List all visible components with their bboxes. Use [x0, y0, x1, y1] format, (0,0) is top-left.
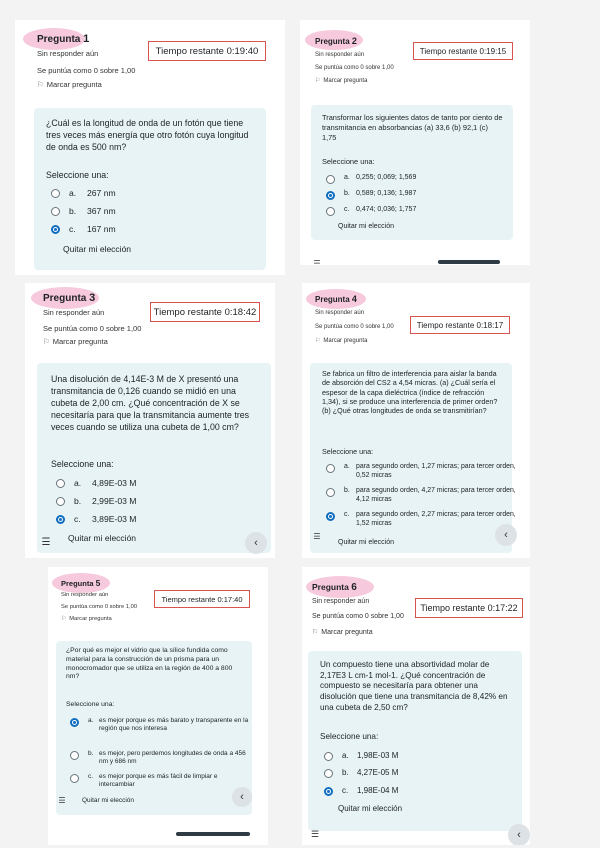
flag-icon: ⚐: [37, 80, 44, 89]
back-button[interactable]: [232, 787, 252, 807]
back-button[interactable]: [495, 524, 517, 546]
timer-badge: Tiempo restante 0:18:17: [410, 316, 510, 334]
flag-question-link[interactable]: ⚐ Marcar pregunta: [315, 78, 368, 84]
question-status: Sin responder aún: [315, 310, 365, 316]
question-status: Sin responder aún: [312, 598, 370, 605]
radio-button[interactable]: [51, 189, 60, 198]
timer-badge: Tiempo restante 0:18:42: [150, 302, 260, 322]
flag-icon: ⚐: [43, 337, 50, 346]
select-one-label: Seleccione una:: [320, 732, 379, 741]
question-score: Se puntúa como 0 sobre 1,00: [61, 604, 138, 610]
timer-badge: Tiempo restante 0:19:15: [413, 42, 513, 60]
question-text: Un compuesto tiene una absortividad molar de 2,17E3 L cm-1 mol-1. ¿Qué concentración de compuesto se necesitaría para obtener una disolución que tiene una transmitancia de 8,42% en una cubeta de 2,50 cm?: [320, 660, 508, 712]
question-score: Se puntúa como 0 sobre 1,00: [315, 324, 394, 330]
timer-badge: Tiempo restante 0:19:40: [148, 41, 266, 61]
flag-icon: ⚐: [315, 338, 321, 344]
radio-button-selected[interactable]: [324, 787, 333, 796]
option-a[interactable]: a. para segundo orden, 1,27 micras; para tercer orden, 0,52 micras: [326, 463, 516, 480]
option-b[interactable]: b. 367 nm: [51, 206, 116, 216]
select-one-label: Seleccione una:: [46, 170, 109, 180]
flag-question-link[interactable]: ⚐ Marcar pregunta: [37, 80, 102, 89]
menu-icon[interactable]: ☰: [58, 795, 66, 805]
chevron-left-icon: ‹: [517, 829, 521, 841]
radio-button[interactable]: [326, 488, 335, 497]
flag-question-link[interactable]: ⚐ Marcar pregunta: [312, 629, 373, 636]
option-b[interactable]: b. 2,99E-03 M: [56, 496, 136, 506]
select-one-label: Seleccione una:: [51, 459, 114, 469]
back-button[interactable]: [245, 532, 267, 554]
radio-button[interactable]: [324, 752, 333, 761]
question-text: Una disolución de 4,14E-3 M de X presentó una transmitancia de 0,126 cuando se midió en una cubeta de 2,00 cm. ¿Qué concentración de X se necesitaría para que la transmitancia aumente tres veces cuando se utiliza una cubeta de 1,00 cm?: [51, 374, 250, 432]
question-panel-4: [302, 283, 530, 558]
scroll-bar: [438, 260, 500, 264]
flag-icon: ⚐: [61, 616, 67, 622]
question-score: Se puntúa como 0 sobre 1,00: [315, 65, 394, 71]
radio-button-selected[interactable]: [70, 718, 79, 727]
question-panel-6: [302, 567, 530, 845]
option-c[interactable]: c. para segundo orden, 2,27 micras; para tercer orden, 1,52 micras: [326, 511, 516, 528]
flag-question-link[interactable]: ⚐ Marcar pregunta: [43, 337, 108, 346]
question-status: Sin responder aún: [37, 49, 99, 58]
question-status: Sin responder aún: [315, 52, 365, 58]
back-button[interactable]: [508, 824, 530, 845]
select-one-label: Seleccione una:: [66, 701, 115, 708]
question-panel-5: [48, 567, 268, 845]
radio-button[interactable]: [326, 464, 335, 473]
question-text: Transformar los siguientes datos de tanto por ciento de transmitancia en absorbancias (a) 33,6 (b) 92,1 (c) 1,75: [322, 113, 503, 142]
flag-question-link[interactable]: ⚐ Marcar pregunta: [315, 338, 368, 344]
option-b[interactable]: b. 4,27E-05 M: [324, 768, 398, 778]
option-c[interactable]: c. 167 nm: [51, 224, 116, 234]
chevron-left-icon: ‹: [240, 791, 244, 803]
option-a[interactable]: a. es mejor porque es más barato y transparente en la región que nos interesa: [70, 717, 249, 733]
radio-button[interactable]: [70, 774, 79, 783]
question-score: Se puntúa como 0 sobre 1,00: [312, 613, 404, 620]
question-text: Se fabrica un filtro de interferencia para aislar la banda de absorción del CS2 a 4,54 micras. (a) ¿Cuál sería el espesor de la capa dieléctrica (índice de refracción 1,34), si se produce una interferencia de primer orden? (b) ¿Qué otras longitudes de onda se transmitirían?: [322, 369, 498, 416]
radio-button-selected[interactable]: [51, 225, 60, 234]
option-b[interactable]: b. para segundo orden, 4,27 micras; para tercer orden, 4,12 micras: [326, 487, 516, 504]
option-a[interactable]: a. 4,89E-03 M: [56, 478, 136, 488]
option-a[interactable]: a. 1,98E-03 M: [324, 751, 398, 761]
question-title: Pregunta 4: [315, 294, 357, 304]
question-title: Pregunta 2: [315, 36, 357, 46]
menu-icon[interactable]: ☰: [41, 536, 51, 548]
option-c[interactable]: c. 1,98E-04 M: [324, 786, 398, 796]
question-title: Pregunta 6: [312, 582, 357, 593]
select-one-label: Seleccione una:: [322, 157, 375, 166]
flag-question-link[interactable]: ⚐ Marcar pregunta: [61, 616, 112, 622]
question-panel-2: [300, 20, 530, 265]
question-status: Sin responder aún: [61, 592, 109, 598]
radio-button[interactable]: [56, 479, 65, 488]
option-c[interactable]: c. 0,474; 0,036; 1,757: [326, 206, 416, 216]
flag-icon: ⚐: [312, 629, 319, 636]
menu-icon[interactable]: ☰: [310, 828, 320, 839]
option-a[interactable]: a. 0,255; 0,069; 1,569: [326, 174, 416, 184]
radio-button[interactable]: [326, 175, 335, 184]
question-panel-3: [25, 283, 275, 558]
option-c[interactable]: c. 3,89E-03 M: [56, 514, 136, 524]
radio-button[interactable]: [70, 751, 79, 760]
radio-button-selected[interactable]: [56, 515, 65, 524]
question-text: ¿Cuál es la longitud de onda de un fotón que tiene tres veces más energía que otro fotón cuya longitud de onda es 500 nm?: [46, 118, 249, 152]
clear-choice-link[interactable]: Quitar mi elección: [63, 244, 132, 254]
clear-choice-link[interactable]: Quitar mi elección: [68, 533, 137, 543]
timer-badge: Tiempo restante 0:17:22: [415, 598, 523, 618]
menu-icon[interactable]: ☰: [313, 531, 321, 541]
radio-button[interactable]: [324, 769, 333, 778]
question-title: Pregunta 5: [61, 578, 101, 588]
question-title: Pregunta 1: [37, 33, 90, 45]
radio-button-selected[interactable]: [326, 512, 335, 521]
chevron-left-icon: ‹: [504, 529, 508, 541]
option-a[interactable]: a. 267 nm: [51, 188, 116, 198]
chevron-left-icon: ‹: [254, 537, 258, 549]
radio-button[interactable]: [51, 207, 60, 216]
option-b[interactable]: b. es mejor, pero perdemos longitudes de onda a 456 nm y 686 nm: [70, 750, 249, 766]
select-one-label: Seleccione una:: [322, 447, 374, 456]
question-title: Pregunta 3: [43, 292, 96, 304]
clear-choice-link[interactable]: Quitar mi elección: [338, 223, 395, 230]
radio-button-selected[interactable]: [326, 191, 335, 200]
question-text: ¿Por qué es mejor el vidrio que la sílice fundida como material para la construcción de un prisma para un monocromador que se utiliza en la región de 400 a 800 nm?: [66, 647, 233, 681]
option-c[interactable]: c. es mejor porque es más fácil de limpiar e intercambiar: [70, 773, 249, 789]
flag-icon: ⚐: [315, 78, 321, 84]
question-score: Se puntúa como 0 sobre 1,00: [43, 324, 142, 333]
option-b[interactable]: b. 0,589; 0,136; 1,987: [326, 190, 416, 200]
menu-icon[interactable]: ☰: [313, 258, 321, 265]
clear-choice-link[interactable]: Quitar mi elección: [338, 804, 403, 813]
clear-choice-link[interactable]: Quitar mi elección: [82, 797, 135, 804]
radio-button[interactable]: [326, 207, 335, 216]
timer-badge: Tiempo restante 0:17:40: [154, 590, 250, 608]
question-score: Se puntúa como 0 sobre 1,00: [37, 66, 136, 75]
clear-choice-link[interactable]: Quitar mi elección: [338, 539, 395, 546]
scroll-bar: [176, 832, 250, 836]
question-panel-1: [15, 20, 285, 275]
radio-button[interactable]: [56, 497, 65, 506]
question-status: Sin responder aún: [43, 308, 105, 317]
